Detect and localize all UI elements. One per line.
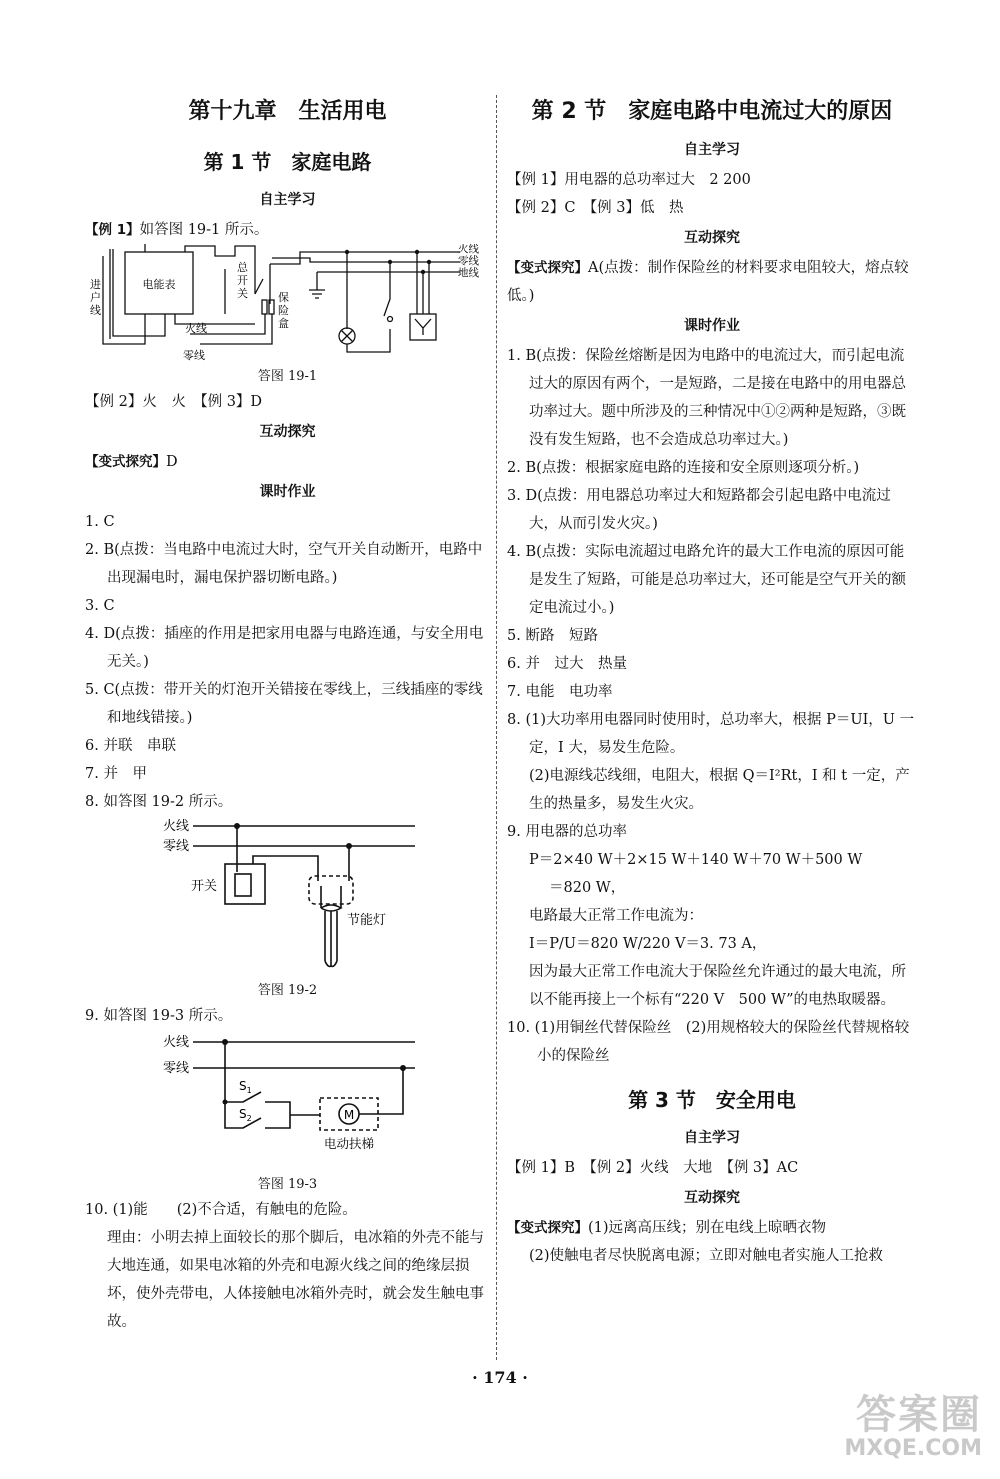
circuit-diagram-19-3 [85,1030,490,1170]
s3-heading-interactive: 互动探究 [684,1190,740,1206]
escalator-label: 电动扶梯 [323,1136,375,1151]
s2-answer-9: 9. 用电器的总功率 [507,824,627,840]
fig2-live-label: 火线 [163,819,190,834]
column-divider [496,95,497,1360]
variant-explore: 【变式探究】D [85,454,178,470]
watermark-url: MXQE.COM [844,1436,982,1461]
fig3-neutral-label: 零线 [163,1061,190,1076]
s3-heading-self-study: 自主学习 [684,1130,740,1146]
answer-4: 4. D(点拨：插座的作用是把家用电器与电路连通，与安全用电无关。) [85,626,484,670]
fig2-switch-label: 开关 [191,879,218,894]
neutral-short-label: 零线 [183,349,205,362]
page-number: · 174 · [472,1368,528,1387]
figure-19-1-caption: 答图 19-1 [257,369,318,384]
motor-icon: M [343,1108,355,1122]
s3-examples: 【例 1】B 【例 2】火线 大地 【例 3】AC [507,1160,799,1176]
circuit-diagram-19-1 [85,244,490,362]
fuse-label-3: 盒 [278,317,289,330]
answer-2: 2. B(点拨：当电路中电流过大时，空气开关自动断开，电路中出现漏电时，漏电保护器切断电路。) [85,542,483,586]
line-neutral-label: 零线 [458,255,479,267]
left-column [85,90,490,1336]
s3-variant-explore-2: (2)使触电者尽快脱离电源；立即对触电者实施人工抢救 [529,1248,884,1264]
section-3-title: 第 3 节 安全用电 [628,1088,796,1112]
entry-label-3: 线 [90,304,101,317]
figure-19-3 [85,1030,490,1196]
s3-variant-explore: 【变式探究】(1)远离高压线；别在电线上晾晒衣物 [507,1220,827,1236]
s2-example-1: 【例 1】用电器的总功率过大 2 200 [507,172,751,188]
watermark-title: 答案圈 [856,1392,982,1438]
s2-label: $S_2$ [239,1107,252,1123]
heading-interactive: 互动探究 [259,424,316,440]
s2-answer-5: 5. 断路 短路 [507,628,598,644]
s2-answer-9-formula: P＝2×40 W＋2×15 W＋140 W＋70 W＋500 W [529,852,863,868]
s2-answer-1: 1. B(点拨：保险丝熔断是因为电路中的电流过大，而引起电流过大的原因有两个，一是短路，二是接在电路中的用电器总功率过大。题中所涉及的三种情况中①②两种是短路，③既没有发生短路，也不会造成总功率过大。) [507,348,906,448]
fig3-live-label: 火线 [163,1035,190,1050]
switch-label-1: 总 [237,261,248,274]
heading-homework: 课时作业 [259,484,316,500]
examples-2-3: 【例 2】火 火 【例 3】D [85,394,263,410]
answer-7: 7. 并 甲 [85,766,147,782]
line-ground-label: 地线 [458,267,479,279]
switch-label-3: 关 [237,287,248,300]
s2-answer-4: 4. B(点拨：实际电流超过电路允许的最大工作电流的原因可能是发生了短路，可能是总功率过大，还可能是空气开关的额定电流过小。) [507,544,906,616]
right-column [507,90,917,1270]
chapter-title: 第十九章 生活用电 [188,99,387,124]
answer-3: 3. C [85,598,115,614]
figure-19-2 [85,816,490,1002]
figure-19-1 [85,244,490,388]
answer-6: 6. 并联 串联 [85,738,176,754]
s2-variant-explore: 【变式探究】A(点拨：制作保险丝的材料要求电阻较大，熔点较低。) [507,260,909,304]
answer-10-reason: 理由：小明去掉上面较长的那个脚后，电冰箱的外壳不能与大地连通，如果电冰箱的外壳和电源火线之间的绝缘层损坏，使外壳带电，人体接触电冰箱外壳时，就会发生触电事故。 [107,1230,484,1330]
s2-answer-8a: 8. (1)大功率用电器同时使用时，总功率大，根据 P＝UI，U 一定，I 大，易发生危险。 [507,712,915,756]
answer-8: 8. 如答图 19-2 所示。 [85,794,233,810]
meter-label: 电能表 [142,278,176,291]
fuse-label-2: 险 [278,304,289,317]
answer-5: 5. C(点拨：带开关的灯泡开关错接在零线上，三线插座的零线和地线错接。) [85,682,483,726]
answer-10: 10. (1)能 (2)不合适，有触电的危险。 [85,1202,357,1218]
watermark [844,1393,982,1461]
section-1-title: 第 1 节 家庭电路 [203,150,372,174]
figure-19-2-caption: 答图 19-2 [257,983,318,998]
s2-heading-interactive: 互动探究 [684,230,740,246]
answer-1: 1. C [85,514,115,530]
answer-9: 9. 如答图 19-3 所示。 [85,1008,233,1024]
s2-answer-9-current-label: 电路最大正常工作电流为： [529,908,703,924]
entry-label-1: 进 [90,278,101,291]
figure-19-3-caption: 答图 19-3 [257,1177,318,1192]
circuit-diagram-19-2 [85,816,490,976]
s2-answer-2: 2. B(点拨：根据家庭电路的连接和安全原则逐项分析。) [507,460,860,476]
s2-heading-self-study: 自主学习 [684,142,740,158]
entry-label-2: 户 [90,291,101,304]
s2-answer-8b: (2)电源线芯线细，电阻大，根据 Q＝I²Rt，I 和 t 一定，产生的热量多，易发生火灾。 [529,768,910,812]
s2-answer-10: 10. (1)用铜丝代替保险丝 (2)用规格较大的保险丝代替规格较小的保险丝 [507,1020,910,1064]
section-2-title: 第 2 节 家庭电路中电流过大的原因 [531,99,893,124]
fuse-label-1: 保 [278,291,289,304]
s2-answer-9-result: ＝820 W， [549,880,626,896]
example-1: 【例 1】如答图 19-1 所示。 [85,222,269,238]
s1-label: $S_1$ [239,1079,252,1095]
s2-answer-9-current: I＝P/U＝820 W/220 V＝3. 73 A， [529,936,767,952]
s2-answer-7: 7. 电能 电功率 [507,684,613,700]
s2-heading-homework: 课时作业 [684,318,740,334]
s2-answer-3: 3. D(点拨：用电器总功率过大和短路都会引起电路中电流过大，从而引发火灾。) [507,488,891,532]
switch-label-2: 开 [237,274,248,287]
heading-self-study: 自主学习 [259,192,316,208]
fig2-lamp-label: 节能灯 [347,913,387,928]
line-live-label: 火线 [458,244,479,255]
s2-examples-2-3: 【例 2】C 【例 3】低 热 [507,200,684,216]
fig2-neutral-label: 零线 [163,839,190,854]
s2-answer-6: 6. 并 过大 热量 [507,656,627,672]
s2-answer-9-conclusion: 因为最大正常工作电流大于保险丝允许通过的最大电流，所以不能再接上一个标有“220 V 500 W”的电热取暖器。 [529,964,906,1008]
live-short-label: 火线 [185,322,207,335]
